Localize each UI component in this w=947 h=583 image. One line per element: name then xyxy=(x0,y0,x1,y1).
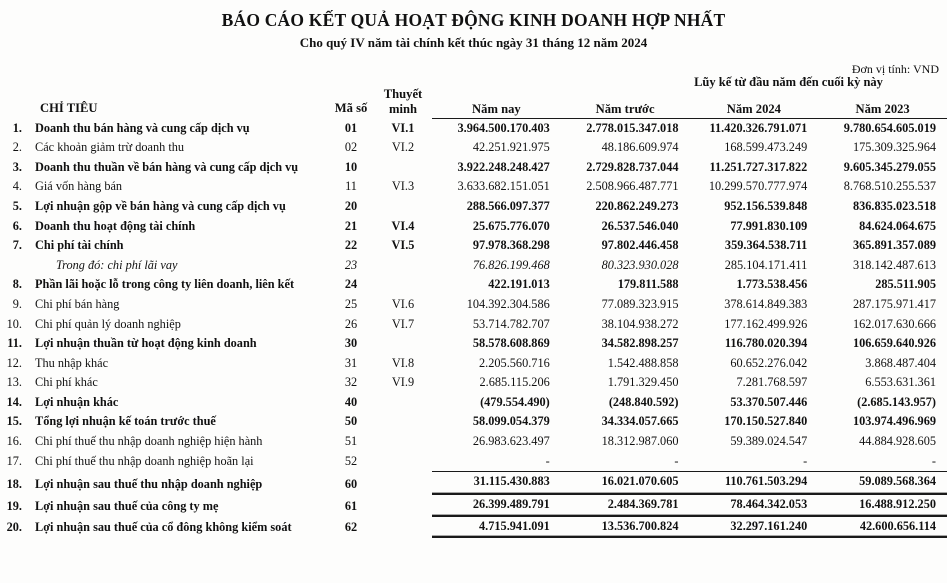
row-value-col1: 422.191.013 xyxy=(488,277,550,292)
row-label: Lợi nhuận sau thuế của cổ đông không kiểm soát xyxy=(35,519,292,534)
row-note xyxy=(374,517,432,538)
row-value-col4: 42.600.656.114 xyxy=(818,517,947,538)
table-row xyxy=(0,217,947,237)
row-index: 5. xyxy=(12,198,22,213)
row-value-col4: 16.488.912.250 xyxy=(818,494,947,517)
row-index: 8. xyxy=(12,277,22,292)
row-note xyxy=(374,275,432,295)
row-index: 19. xyxy=(6,499,22,514)
row-value-col4: 318.142.487.613 xyxy=(852,257,936,272)
row-value-col3: 11.251.727.317.822 xyxy=(709,159,808,174)
row-value-col1: 97.978.368.298 xyxy=(472,238,550,253)
row-label: Trong đó: chi phí lãi vay xyxy=(56,257,178,272)
row-index: 15. xyxy=(6,414,22,429)
row-index: 6. xyxy=(12,218,22,233)
row-label: Chi phí quản lý doanh nghiệp xyxy=(35,316,181,331)
row-label: Thu nhập khác xyxy=(35,355,109,370)
row-label: Doanh thu bán hàng và cung cấp dịch vụ xyxy=(35,120,250,135)
row-value-col2: 48.186.609.974 xyxy=(601,140,679,155)
row-code: 11 xyxy=(345,179,357,194)
row-value-col1: 25.675.776.070 xyxy=(472,218,550,233)
row-value-col4: 9.605.345.279.055 xyxy=(843,159,936,174)
row-label: Lợi nhuận sau thuế của công ty mẹ xyxy=(35,499,219,514)
row-index: 20. xyxy=(6,519,22,534)
row-index: 7. xyxy=(12,238,22,253)
row-value-col4: 103.974.496.969 xyxy=(852,414,936,429)
table-row xyxy=(0,432,947,452)
page-title: BÁO CÁO KẾT QUẢ HOẠT ĐỘNG KINH DOANH HỢP NHẤT xyxy=(221,10,726,30)
header-current-year: Năm 2024 xyxy=(690,85,819,118)
row-index: 10. xyxy=(6,316,22,331)
row-index: 12. xyxy=(6,355,22,370)
income-statement-table xyxy=(0,85,947,538)
row-value-col2: (248.840.592) xyxy=(608,394,679,409)
currency-unit-label: Đơn vị tính: VND xyxy=(851,62,939,77)
header-current-period: Năm nay xyxy=(432,85,561,118)
table-row xyxy=(0,494,947,517)
row-value-col1: - xyxy=(545,453,550,468)
table-row xyxy=(0,256,947,276)
row-value-col1: 53.714.782.707 xyxy=(472,316,550,331)
row-index: 11. xyxy=(7,336,22,351)
row-value-col4: 44.884.928.605 xyxy=(859,434,936,449)
row-value-col1: 26.399.489.791 xyxy=(432,494,561,517)
row-label: Lợi nhuận khác xyxy=(35,394,119,409)
row-code: 24 xyxy=(344,277,358,292)
row-value-col3: 116.780.020.394 xyxy=(724,336,808,351)
row-index xyxy=(0,256,26,276)
row-value-col3: 53.370.507.446 xyxy=(730,394,808,409)
row-value-col1: 58.578.608.869 xyxy=(472,336,550,351)
row-value-col1: 288.566.097.377 xyxy=(466,198,550,213)
row-code: 50 xyxy=(344,414,358,429)
row-note: VI.9 xyxy=(391,375,415,390)
row-code: 23 xyxy=(344,257,358,272)
row-note: VI.2 xyxy=(391,140,415,155)
header-indicator: CHỈ TIÊU xyxy=(40,101,98,116)
header-note xyxy=(374,85,432,118)
row-note: VI.4 xyxy=(391,218,415,233)
row-value-col3: 11.420.326.791.071 xyxy=(709,120,808,135)
cumulative-period-label: Lũy kế từ đầu năm đến cuối kỳ này xyxy=(694,75,883,89)
row-note xyxy=(374,256,432,276)
row-code: 21 xyxy=(344,218,358,233)
row-code: 40 xyxy=(344,394,358,409)
row-code: 32 xyxy=(344,375,358,390)
row-value-col3: 359.364.538.711 xyxy=(724,238,808,253)
row-note: VI.1 xyxy=(391,120,415,135)
row-value-col2: 2.508.966.487.771 xyxy=(586,179,679,194)
row-index: 13. xyxy=(6,375,22,390)
header-prior-year: Năm 2023 xyxy=(818,85,947,118)
row-value-col3: 285.104.171.411 xyxy=(724,257,808,272)
row-value-col4: 285.511.905 xyxy=(875,277,936,292)
row-note xyxy=(374,334,432,354)
row-value-col1: 58.099.054.379 xyxy=(472,414,550,429)
row-label: Chi phí thuế thu nhập doanh nghiệp hoãn lại xyxy=(35,454,254,469)
row-label: Các khoản giảm trừ doanh thu xyxy=(35,140,185,155)
row-value-col2: 1.542.488.858 xyxy=(607,355,679,370)
row-index: 18. xyxy=(6,476,22,491)
row-value-col4: 59.089.568.364 xyxy=(818,472,947,495)
table-row xyxy=(0,138,947,158)
row-label: Chi phí khác xyxy=(35,375,98,390)
row-label: Tổng lợi nhuận kế toán trước thuế xyxy=(35,414,216,429)
row-value-col1: 4.715.941.091 xyxy=(432,517,561,538)
row-value-col3: 1.773.538.456 xyxy=(736,277,808,292)
row-label: Phần lãi hoặc lỗ trong công ty liên doanh, liên kết xyxy=(35,277,295,292)
table-row xyxy=(0,412,947,432)
row-label: Chi phí thuế thu nhập doanh nghiệp hiện hành xyxy=(35,434,263,449)
row-note: VI.6 xyxy=(391,296,415,311)
row-code: 20 xyxy=(344,198,358,213)
row-note xyxy=(374,158,432,178)
row-value-col1: 3.633.682.151.051 xyxy=(457,179,550,194)
table-row xyxy=(0,334,947,354)
header-note-line2: minh xyxy=(389,101,417,116)
row-value-col4: 175.309.325.964 xyxy=(852,140,936,155)
row-value-col1: 2.205.560.716 xyxy=(479,355,550,370)
table-row xyxy=(0,118,947,138)
table-row xyxy=(0,393,947,413)
row-value-col3: - xyxy=(803,453,808,468)
row-value-col3: 110.761.503.294 xyxy=(690,472,819,495)
row-value-col4: 8.768.510.255.537 xyxy=(843,179,936,194)
row-value-col4: 106.659.640.926 xyxy=(852,336,936,351)
row-code: 62 xyxy=(344,519,358,534)
table-row xyxy=(0,315,947,335)
row-note xyxy=(374,412,432,432)
table-row xyxy=(0,197,947,217)
row-value-col3: 77.991.830.109 xyxy=(730,218,808,233)
row-note xyxy=(374,432,432,452)
row-note: VI.5 xyxy=(391,238,415,253)
row-value-col2: 97.802.446.458 xyxy=(601,238,679,253)
row-label: Doanh thu hoạt động tài chính xyxy=(35,218,196,233)
header-note-line1: Thuyết xyxy=(383,87,423,102)
row-code: 52 xyxy=(344,454,358,469)
row-value-col3: 32.297.161.240 xyxy=(690,517,819,538)
row-value-col3: 78.464.342.053 xyxy=(690,494,819,517)
row-code: 60 xyxy=(344,476,358,491)
row-label: Chi phí bán hàng xyxy=(35,296,120,311)
row-value-col4: 3.868.487.404 xyxy=(865,355,936,370)
table-row xyxy=(0,452,947,472)
row-note xyxy=(374,393,432,413)
row-value-col1: 104.392.304.586 xyxy=(466,296,550,311)
table-row xyxy=(0,373,947,393)
row-label: Lợi nhuận sau thuế thu nhập doanh nghiệp xyxy=(35,476,263,491)
row-value-col3: 59.389.024.547 xyxy=(730,434,808,449)
row-index: 9. xyxy=(12,296,22,311)
row-value-col2: - xyxy=(674,453,679,468)
row-code: 26 xyxy=(344,316,358,331)
row-value-col2: 2.778.015.347.018 xyxy=(586,120,679,135)
row-index: 1. xyxy=(12,120,22,135)
header-index-spacer xyxy=(0,85,26,118)
row-value-col4: - xyxy=(931,453,936,468)
table-row xyxy=(0,354,947,374)
row-value-col3: 177.162.499.926 xyxy=(724,316,808,331)
row-index: 4. xyxy=(12,179,22,194)
row-value-col1: 26.983.623.497 xyxy=(472,434,550,449)
row-value-col2: 220.862.249.273 xyxy=(595,198,679,213)
row-note: VI.8 xyxy=(391,355,415,370)
page-subtitle: Cho quý IV năm tài chính kết thúc ngày 31 tháng 12 năm 2024 xyxy=(299,34,648,50)
row-value-col4: 365.891.357.089 xyxy=(852,238,936,253)
table-header xyxy=(0,85,947,118)
row-value-col2: 34.582.898.257 xyxy=(601,336,679,351)
row-label: Lợi nhuận thuần từ hoạt động kinh doanh xyxy=(35,336,257,351)
row-value-col1: 31.115.430.883 xyxy=(432,472,561,495)
row-value-col2: 2.484.369.781 xyxy=(561,494,690,517)
row-value-col1: 42.251.921.975 xyxy=(472,140,550,155)
row-code: 02 xyxy=(344,140,358,155)
table-row xyxy=(0,295,947,315)
row-index: 14. xyxy=(6,394,22,409)
table-row xyxy=(0,158,947,178)
row-value-col1: 76.826.199.468 xyxy=(472,257,550,272)
row-value-col1: 2.685.115.206 xyxy=(479,375,550,390)
row-value-col3: 952.156.539.848 xyxy=(724,198,808,213)
row-index: 16. xyxy=(6,434,22,449)
row-note xyxy=(374,197,432,217)
row-value-col4: (2.685.143.957) xyxy=(857,394,936,409)
row-value-col2: 77.089.323.915 xyxy=(601,296,679,311)
table-body xyxy=(0,118,947,537)
row-value-col2: 34.334.057.665 xyxy=(601,414,679,429)
row-value-col2: 1.791.329.450 xyxy=(607,375,679,390)
row-value-col2: 13.536.700.824 xyxy=(561,517,690,538)
row-value-col2: 18.312.987.060 xyxy=(601,434,679,449)
row-value-col3: 60.652.276.042 xyxy=(730,355,808,370)
row-note xyxy=(374,452,432,472)
row-value-col3: 378.614.849.383 xyxy=(724,296,808,311)
row-value-col1: 3.922.248.248.427 xyxy=(457,159,550,174)
row-value-col2: 80.323.930.028 xyxy=(601,257,679,272)
row-value-col3: 7.281.768.597 xyxy=(736,375,808,390)
row-code: 61 xyxy=(344,499,358,514)
row-index: 3. xyxy=(12,159,22,174)
title-block xyxy=(0,0,947,51)
table-row xyxy=(0,275,947,295)
row-value-col2: 38.104.938.272 xyxy=(601,316,679,331)
row-code: 30 xyxy=(344,336,358,351)
row-code: 01 xyxy=(344,120,358,135)
row-value-col4: 162.017.630.666 xyxy=(852,316,936,331)
row-index: 17. xyxy=(6,454,22,469)
row-value-col3: 170.150.527.840 xyxy=(724,414,808,429)
header-prior-period: Năm trước xyxy=(561,85,690,118)
row-code: 31 xyxy=(344,355,358,370)
row-value-col4: 287.175.971.417 xyxy=(852,296,936,311)
table-row xyxy=(0,517,947,538)
row-value-col4: 6.553.631.361 xyxy=(865,375,936,390)
row-label: Giá vốn hàng bán xyxy=(35,179,123,194)
row-note xyxy=(374,472,432,495)
row-code: 51 xyxy=(344,434,358,449)
row-value-col4: 84.624.064.675 xyxy=(859,218,936,233)
row-value-col1: (479.554.490) xyxy=(480,394,550,409)
row-value-col4: 9.780.654.605.019 xyxy=(843,120,936,135)
table-row xyxy=(0,177,947,197)
row-label: Doanh thu thuần về bán hàng và cung cấp dịch vụ xyxy=(35,159,299,174)
row-value-col3: 168.599.473.249 xyxy=(724,140,808,155)
row-note xyxy=(374,494,432,517)
table-row xyxy=(0,236,947,256)
row-value-col2: 179.811.588 xyxy=(617,277,679,292)
row-code: 22 xyxy=(344,238,358,253)
row-value-col2: 16.021.070.605 xyxy=(561,472,690,495)
row-value-col2: 2.729.828.737.044 xyxy=(586,159,679,174)
row-label: Chi phí tài chính xyxy=(35,238,124,253)
row-value-col4: 836.835.023.518 xyxy=(852,198,936,213)
row-note: VI.3 xyxy=(391,179,415,194)
row-code: 10 xyxy=(344,159,358,174)
row-value-col1: 3.964.500.170.403 xyxy=(457,120,550,135)
row-value-col2: 26.537.546.040 xyxy=(601,218,679,233)
header-code: Mã số xyxy=(334,101,368,116)
row-label: Lợi nhuận gộp về bán hàng và cung cấp dịch vụ xyxy=(35,198,286,213)
row-code: 25 xyxy=(344,296,358,311)
table-row xyxy=(0,472,947,495)
row-index: 2. xyxy=(12,140,22,155)
row-value-col3: 10.299.570.777.974 xyxy=(708,179,808,194)
row-note: VI.7 xyxy=(391,316,415,331)
